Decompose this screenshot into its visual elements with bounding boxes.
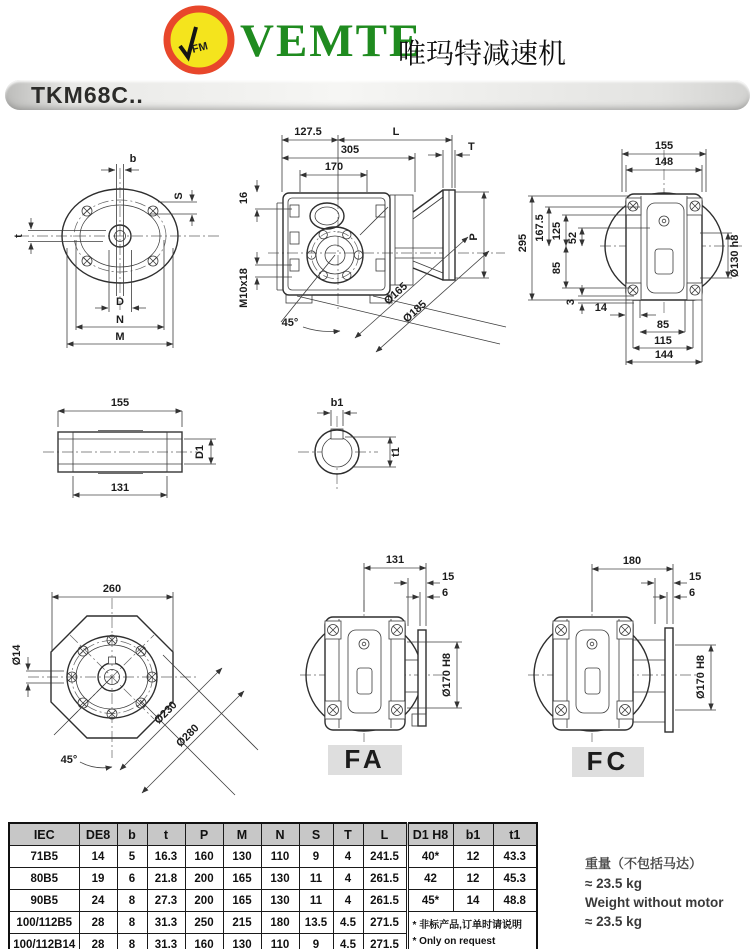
weight-label-en: Weight without motor (585, 895, 724, 910)
hollow-shaft-section (43, 397, 216, 498)
table-row (9, 890, 537, 912)
dim-o14: Ø14 (11, 644, 23, 666)
spec-cell: 200 (185, 890, 223, 912)
dim-b1: b1 (330, 397, 344, 409)
dim-t1: t1 (390, 447, 402, 457)
logo-ring (167, 9, 231, 71)
spec-cell: 40* (407, 846, 453, 868)
col-header: D1 H8 (407, 823, 453, 846)
dim-45deg-side: 45° (281, 317, 299, 329)
dim-16: 16 (238, 191, 250, 205)
dim-s: S (173, 192, 185, 200)
table-row (9, 912, 537, 934)
col-header: L (363, 823, 407, 846)
weight-note (585, 853, 750, 933)
brand-name: VEMTE (240, 15, 423, 67)
logo-monogram: FM (190, 40, 210, 56)
spec-cell: 4 (333, 868, 363, 890)
spec-cell: 165 (223, 890, 261, 912)
spec-cell: 5 (117, 846, 147, 868)
dim-d: D (116, 296, 124, 308)
dim-m10x18: M10x18 (238, 268, 250, 308)
weight-value-1: ≈ 23.5 kg (585, 876, 642, 891)
spec-cell: 241.5 (363, 846, 407, 868)
brand-name-chinese: 唯玛特减速机 (398, 38, 567, 69)
dim-o165: Ø165 (381, 280, 411, 308)
dim-o280: Ø280 (174, 722, 202, 750)
dim-15-fc: 15 (689, 571, 702, 583)
dim-85-bottom: 85 (656, 319, 670, 331)
col-header: P (185, 823, 223, 846)
gearbox-rear-view (517, 140, 742, 365)
spec-cell: 4 (333, 846, 363, 868)
dim-305: 305 (340, 144, 360, 156)
spec-cell: 160 (185, 934, 223, 949)
spec-cell: 8 (117, 890, 147, 912)
fa-version-view (300, 554, 462, 775)
spec-cell: 261.5 (363, 890, 407, 912)
spec-cell: 261.5 (363, 868, 407, 890)
spec-cell: 13.5 (299, 912, 333, 934)
table-row (9, 846, 537, 868)
output-flange-view (11, 583, 258, 795)
footnote-line-cn: * 非标产品,订单时请说明 (412, 920, 522, 931)
fc-version-view (528, 555, 716, 777)
dim-14: 14 (594, 302, 607, 314)
table-header-row (9, 823, 537, 846)
spec-cell: 130 (261, 868, 299, 890)
spec-cell: 27.3 (147, 890, 185, 912)
spec-cell: 14 (79, 846, 117, 868)
spec-cell: 130 (223, 934, 261, 949)
dim-15-fa: 15 (442, 571, 455, 583)
dim-o230: Ø230 (152, 699, 180, 727)
dim-m: M (115, 331, 125, 343)
spec-cell: 4 (333, 890, 363, 912)
spec-cell: 12 (453, 846, 493, 868)
dim-170: 170 (324, 161, 344, 173)
model-title-bar (5, 80, 750, 110)
dim-45deg-flange: 45° (60, 754, 78, 766)
dim-n: N (116, 314, 124, 326)
spec-cell: 28 (79, 912, 117, 934)
dim-l: L (392, 126, 400, 138)
spec-cell: 31.3 (147, 912, 185, 934)
spec-cell: 110 (261, 934, 299, 949)
spec-cell: 11 (299, 868, 333, 890)
spec-cell: 42 (407, 868, 453, 890)
col-header: S (299, 823, 333, 846)
spec-cell: 9 (299, 934, 333, 949)
spec-cell: 43.3 (493, 846, 537, 868)
spec-cell: 165 (223, 868, 261, 890)
spec-cell: 16.3 (147, 846, 185, 868)
col-header: T (333, 823, 363, 846)
weight-value-2: ≈ 23.5 kg (585, 914, 642, 929)
fc-view-label: FC (586, 746, 630, 776)
spec-cell: 130 (261, 890, 299, 912)
table-row (9, 868, 537, 890)
col-header: b (117, 823, 147, 846)
spec-cell: 21.8 (147, 868, 185, 890)
dim-85-left: 85 (551, 261, 563, 275)
dim-o170-fa: Ø170 H8 (441, 652, 453, 698)
spec-cell: 271.5 (363, 912, 407, 934)
row-label: 71B5 (9, 846, 79, 868)
fa-view-label: FA (344, 744, 386, 774)
dim-3: 3 (565, 298, 577, 306)
col-header: IEC (9, 823, 79, 846)
dim-127-5: 127.5 (294, 126, 322, 138)
spec-cell: 6 (117, 868, 147, 890)
row-label: 90B5 (9, 890, 79, 912)
col-header: M (223, 823, 261, 846)
col-header: t (147, 823, 185, 846)
spec-cell: 19 (79, 868, 117, 890)
spec-cell: 4.5 (333, 934, 363, 949)
spec-cell: 14 (453, 890, 493, 912)
dim-260: 260 (102, 583, 122, 595)
dim-o130: Ø130 h8 (729, 234, 741, 278)
spec-cell: 8 (117, 912, 147, 934)
gearbox-side-view (238, 126, 506, 352)
spec-cell: 180 (261, 912, 299, 934)
col-header: b1 (453, 823, 493, 846)
spec-cell: 11 (299, 890, 333, 912)
spec-cell: 271.5 (363, 934, 407, 949)
row-label: 100/112B5 (9, 912, 79, 934)
dim-125: 125 (551, 221, 563, 241)
footnote-line-en: * Only on request (412, 935, 496, 947)
table-footnote (407, 912, 537, 949)
col-header: DE8 (79, 823, 117, 846)
dim-167-5: 167.5 (534, 214, 546, 242)
row-label: 100/112B14 (9, 934, 79, 949)
dim-6-fa: 6 (442, 587, 449, 599)
spec-cell: 24 (79, 890, 117, 912)
spec-cell: 45.3 (493, 868, 537, 890)
row-label: 80B5 (9, 868, 79, 890)
dim-d1: D1 (194, 444, 206, 460)
spec-cell: 8 (117, 934, 147, 949)
dim-6-fc: 6 (689, 587, 696, 599)
dim-115: 115 (654, 335, 672, 347)
dim-295: 295 (517, 233, 529, 253)
spec-table (8, 822, 538, 949)
dim-p: P (468, 233, 480, 241)
dim-131-shaft: 131 (110, 482, 130, 494)
spec-cell: 48.8 (493, 890, 537, 912)
dim-155-shaft: 155 (110, 397, 130, 409)
spec-cell: 4.5 (333, 912, 363, 934)
brand-logo (163, 5, 235, 75)
header (0, 0, 750, 78)
dim-o170-fc: Ø170 H8 (695, 654, 707, 700)
bore-cross-section (298, 397, 402, 489)
dim-b: b (129, 153, 137, 165)
spec-cell: 110 (261, 846, 299, 868)
col-header: t1 (493, 823, 537, 846)
spec-cell: 160 (185, 846, 223, 868)
model-number: TKM68C.. (31, 82, 144, 108)
dim-155-rear: 155 (654, 140, 674, 152)
weight-label-cn: 重量（不包括马达） (585, 856, 703, 871)
input-flange-front-view (13, 153, 222, 348)
spec-cell: 12 (453, 868, 493, 890)
dim-o185: Ø185 (400, 298, 430, 326)
dim-t: t (13, 234, 25, 238)
spec-cell: 250 (185, 912, 223, 934)
dim-144: 144 (654, 349, 674, 361)
col-header: N (261, 823, 299, 846)
technical-drawings (0, 110, 750, 820)
spec-cell: 31.3 (147, 934, 185, 949)
spec-cell: 130 (223, 846, 261, 868)
spec-cell: 9 (299, 846, 333, 868)
dim-148: 148 (654, 156, 674, 168)
dim-52: 52 (567, 231, 579, 245)
spec-cell: 45* (407, 890, 453, 912)
dim-t-flange: T (468, 141, 475, 153)
spec-cell: 28 (79, 934, 117, 949)
spec-cell: 215 (223, 912, 261, 934)
dim-180-fc: 180 (622, 555, 642, 567)
spec-cell: 200 (185, 868, 223, 890)
dim-131-fa: 131 (385, 554, 405, 566)
